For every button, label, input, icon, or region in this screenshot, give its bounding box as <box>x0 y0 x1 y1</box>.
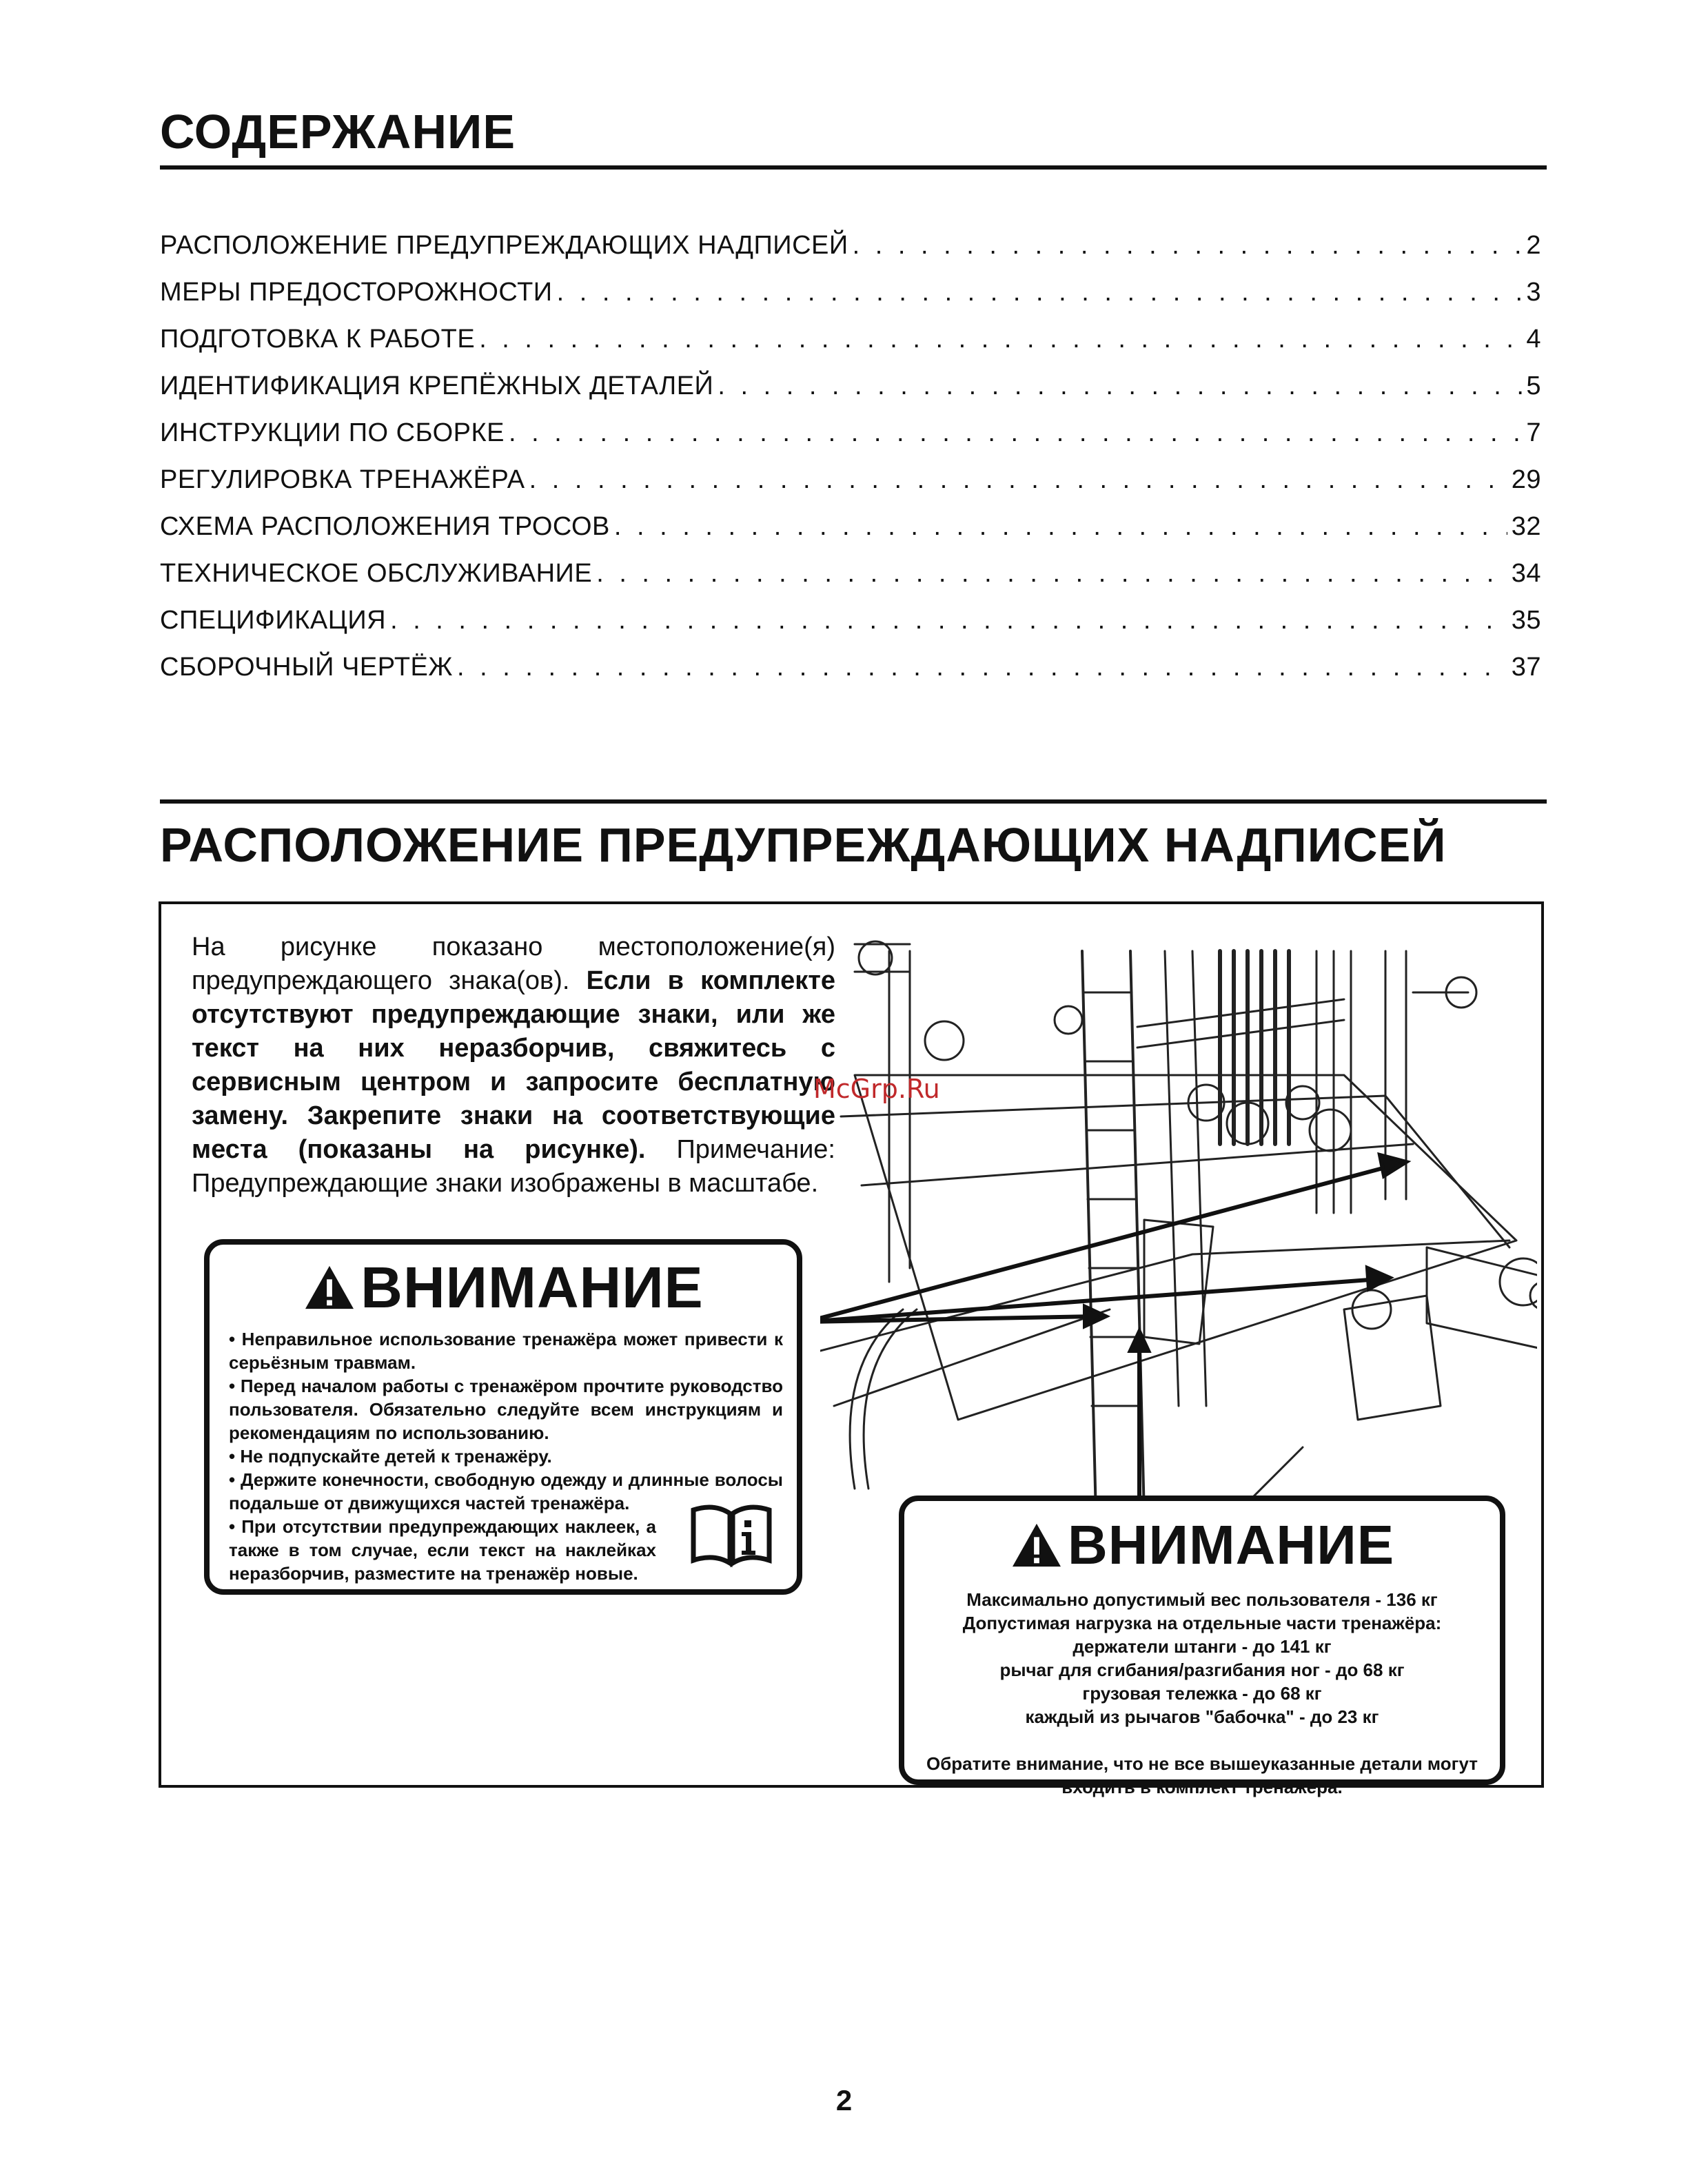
toc-entry-label: ИНСТРУКЦИИ ПО СБОРКЕ <box>160 418 505 447</box>
toc-entry-page: 29 <box>1511 465 1541 494</box>
warning-label-2 <box>899 1496 1505 1797</box>
toc-entry[interactable] <box>160 363 1541 409</box>
warning-line: каждый из рычагов "бабочка" - до 23 кг <box>1025 1706 1379 1727</box>
toc-entry[interactable] <box>160 644 1541 691</box>
warning-line: • Перед началом работы с тренажёром прочтите руководство пользователя. Обязательно следуйте всем инструкциям и рекомендациям по использованию. <box>229 1376 783 1443</box>
warning-line: рычаг для сгибания/разгибания ног - до 68 кг <box>999 1660 1405 1680</box>
toc-entry-label: РЕГУЛИРОВКА ТРЕНАЖЁРА <box>160 465 525 494</box>
toc-entry[interactable] <box>160 316 1541 363</box>
toc-entry[interactable] <box>160 456 1541 503</box>
contents-heading: СОДЕРЖАНИЕ <box>160 103 1547 170</box>
toc-entry[interactable] <box>160 503 1541 550</box>
warning-label-2-text <box>918 1588 1486 1799</box>
toc-entry-page: 37 <box>1511 653 1541 682</box>
toc-leader-dots <box>596 550 1507 597</box>
warning-label-1 <box>204 1239 802 1595</box>
toc-leader-dots <box>390 597 1507 644</box>
toc-entry-label: СБОРОЧНЫЙ ЧЕРТЁЖ <box>160 653 453 682</box>
toc-entry[interactable] <box>160 269 1541 316</box>
warning-line: • При отсутствии предупреждающих наклеек, а также в том случае, если текст на наклейках неразборчив, разместите на тренажёр новые. <box>229 1516 656 1584</box>
intro-bold-text: Если в комплекте отсутствуют предупреждающие знаки, или же текст на них неразборчив, свяжитесь с сервисным центром и запросите бесплатную замену. Закрепите знаки на соответствующие места (показаны на рисунке). <box>192 966 835 1164</box>
toc-entry-page: 4 <box>1526 325 1541 354</box>
warning-intro-text <box>192 930 835 1201</box>
toc-leader-dots <box>479 316 1522 363</box>
toc-entry-page: 7 <box>1526 418 1541 447</box>
toc-entry-label: ИДЕНТИФИКАЦИЯ КРЕПЁЖНЫХ ДЕТАЛЕЙ <box>160 371 714 400</box>
intro-normal-text: На рисунке показано местоположение(я) предупреждающего знака(ов). <box>192 932 835 995</box>
toc-entry-label: ПОДГОТОВКА К РАБОТЕ <box>160 325 476 354</box>
toc-entry[interactable] <box>160 597 1541 644</box>
toc-entry-label: СХЕМА РАСПОЛОЖЕНИЯ ТРОСОВ <box>160 512 610 541</box>
warning-label-2-title: ВНИМАНИЕ <box>1067 1514 1395 1575</box>
toc-entry[interactable] <box>160 409 1541 456</box>
toc-entry-label: ТЕХНИЧЕСКОЕ ОБСЛУЖИВАНИЕ <box>160 559 593 588</box>
warning-line: • Не подпускайте детей к тренажёру. <box>229 1446 552 1467</box>
toc-entry-page: 32 <box>1511 512 1541 541</box>
warning-label-1-title: ВНИМАНИЕ <box>360 1255 704 1320</box>
warning-line: держатели штанги - до 141 кг <box>1072 1636 1332 1657</box>
toc-entry-page: 3 <box>1526 278 1541 307</box>
toc-leader-dots <box>853 222 1523 269</box>
watermark: McGrp.Ru <box>813 1074 940 1104</box>
toc-leader-dots <box>509 409 1522 456</box>
warning-line: • Неправильное использование тренажёра может привести к серьёзным травмам. <box>229 1329 783 1373</box>
warning-note: Обратите внимание, что не все вышеуказанные детали могут входить в комплект тренажёра. <box>926 1753 1478 1797</box>
toc-entry-page: 5 <box>1526 371 1541 400</box>
toc-entry-page: 35 <box>1511 606 1541 635</box>
warning-line: Допустимая нагрузка на отдельные части тренажёра: <box>962 1613 1442 1633</box>
spacer <box>918 1728 1486 1752</box>
warning-triangle-icon <box>1010 1521 1064 1569</box>
toc-entry-label: СПЕЦИФИКАЦИЯ <box>160 606 387 635</box>
warning-line: Максимально допустимый вес пользователя - 136 кг <box>966 1589 1438 1610</box>
toc-entry[interactable] <box>160 222 1541 269</box>
toc-entry-page: 2 <box>1526 231 1541 260</box>
toc-entry-label: МЕРЫ ПРЕДОСТОРОЖНОСТИ <box>160 278 553 307</box>
read-manual-icon <box>687 1500 776 1569</box>
machine-illustration <box>820 923 1537 1516</box>
intro-note-text: Примечание: Предупреждающие знаки изображены в масштабе. <box>192 1135 835 1198</box>
toc-entry-page: 34 <box>1511 559 1541 588</box>
warning-line: грузовая тележка - до 68 кг <box>1082 1683 1322 1704</box>
toc-leader-dots <box>457 644 1507 691</box>
toc-leader-dots <box>529 456 1507 503</box>
toc-leader-dots <box>718 363 1522 409</box>
table-of-contents <box>160 222 1541 691</box>
toc-leader-dots <box>557 269 1523 316</box>
toc-entry-label: РАСПОЛОЖЕНИЕ ПРЕДУПРЕЖДАЮЩИХ НАДПИСЕЙ <box>160 231 848 260</box>
warning-triangle-icon <box>303 1263 356 1312</box>
warning-line: • Держите конечности, свободную одежду и длинные волосы подальше от движущихся частей тренажёра. <box>229 1469 783 1513</box>
warning-label-2-title-row <box>904 1512 1500 1578</box>
page-number: 2 <box>835 2084 853 2116</box>
toc-entry[interactable] <box>160 550 1541 597</box>
warning-label-1-title-row <box>210 1254 797 1320</box>
warning-location-heading: РАСПОЛОЖЕНИЕ ПРЕДУПРЕЖДАЮЩИХ НАДПИСЕЙ <box>160 799 1547 874</box>
toc-leader-dots <box>614 503 1507 550</box>
